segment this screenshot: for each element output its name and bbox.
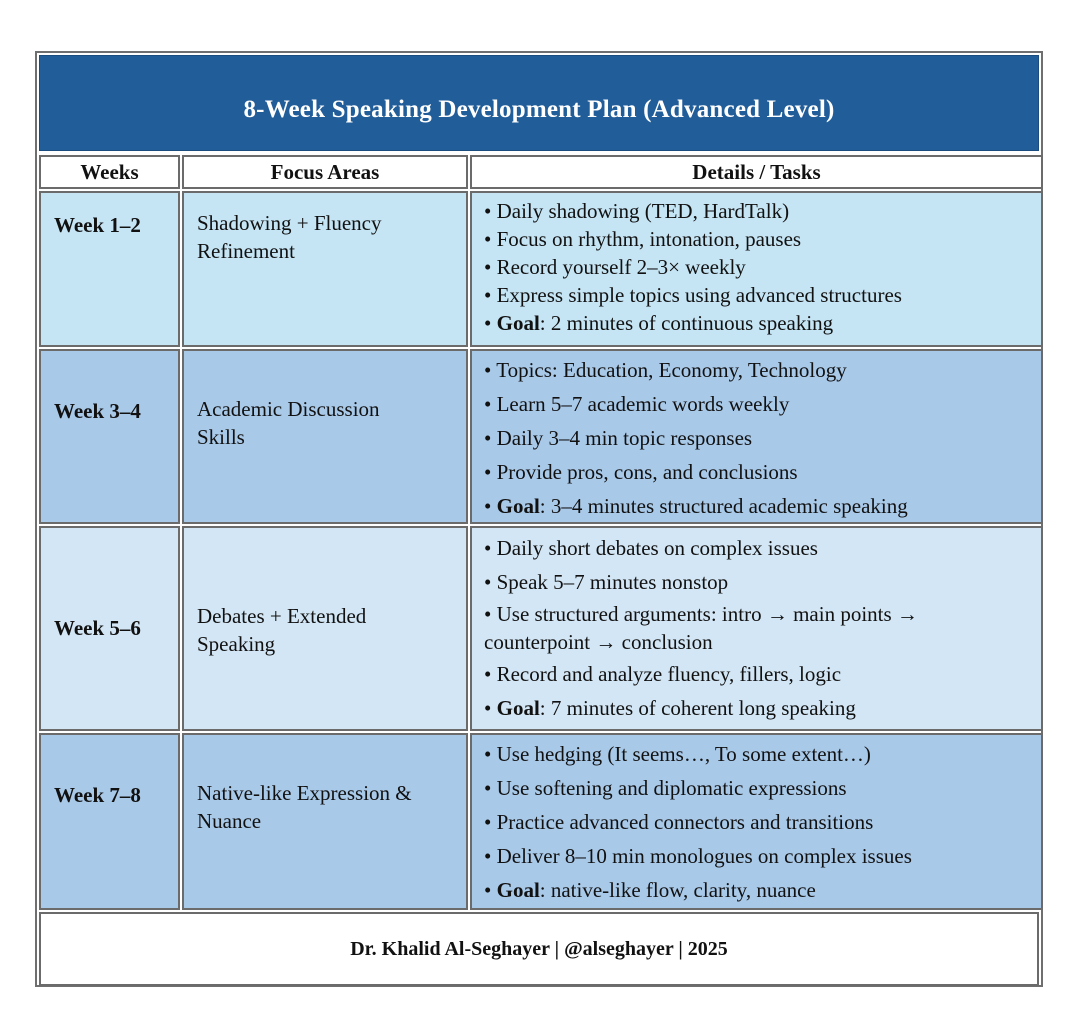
task-item: • Speak 5–7 minutes nonstop: [484, 570, 729, 594]
goal-item: • Goal: 2 minutes of continuous speaking: [484, 311, 834, 335]
footer-credit: [39, 912, 1039, 986]
focus-line: Shadowing + Fluency: [197, 211, 382, 235]
plan-table-frame: [35, 51, 1043, 987]
details-cell-2: [470, 349, 1043, 524]
task-list: [484, 197, 1041, 337]
week-label: Week 5–6: [54, 616, 141, 640]
task-item: • Express simple topics using advanced structures: [484, 283, 902, 307]
focus-line: Academic Discussion: [197, 397, 380, 421]
focus-line: Speaking: [197, 632, 276, 656]
task-list: [484, 737, 1041, 907]
task-item: • Use hedging (It seems…, To some extent…): [484, 742, 871, 766]
task-item: • Record yourself 2–3× weekly: [484, 255, 746, 279]
focus-line: Nuance: [197, 809, 262, 833]
task-item: • Daily 3–4 min topic responses: [484, 426, 753, 450]
task-item: • Topics: Education, Economy, Technology: [484, 358, 847, 382]
week-label: Week 3–4: [54, 399, 141, 423]
focus-line: Debates + Extended: [197, 604, 367, 628]
task-item: • Practice advanced connectors and transitions: [484, 810, 874, 834]
focus-cell-1: [182, 191, 468, 347]
week-cell-1: [39, 191, 180, 347]
focus-cell-4: [182, 733, 468, 910]
week-cell-3: [39, 526, 180, 731]
task-item: • Learn 5–7 academic words weekly: [484, 392, 790, 416]
title-bar: [39, 55, 1039, 151]
task-list: [484, 532, 1041, 724]
task-item: • Deliver 8–10 min monologues on complex issues: [484, 844, 912, 868]
header-weeks: Weeks: [39, 155, 180, 189]
focus-cell-2: [182, 349, 468, 524]
focus-cell-3: [182, 526, 468, 731]
header-details-tasks: Details / Tasks: [470, 155, 1043, 189]
task-item: • Focus on rhythm, intonation, pauses: [484, 227, 802, 251]
week-label: Week 1–2: [54, 213, 141, 237]
goal-item: • Goal: 3–4 minutes structured academic speaking: [484, 494, 908, 518]
task-item: • Use structured arguments: intro → main points → counterpoint → conclusion: [484, 602, 918, 654]
focus-line: Skills: [197, 425, 245, 449]
goal-item: • Goal: 7 minutes of coherent long speaking: [484, 696, 856, 720]
details-cell-3: [470, 526, 1043, 731]
task-item: • Use softening and diplomatic expressions: [484, 776, 847, 800]
header-focus-areas: Focus Areas: [182, 155, 468, 189]
footer-text: Dr. Khalid Al-Seghayer | @alseghayer | 2025: [350, 937, 728, 960]
task-item: • Record and analyze fluency, fillers, logic: [484, 662, 842, 686]
details-cell-4: [470, 733, 1043, 910]
focus-line: Refinement: [197, 239, 295, 263]
week-label: Week 7–8: [54, 783, 141, 807]
goal-item: • Goal: native-like flow, clarity, nuance: [484, 878, 816, 902]
task-item: • Provide pros, cons, and conclusions: [484, 460, 798, 484]
week-cell-4: [39, 733, 180, 910]
focus-line: Native-like Expression &: [197, 781, 412, 805]
task-list: [484, 353, 1041, 523]
task-item: • Daily shadowing (TED, HardTalk): [484, 199, 790, 223]
week-cell-2: [39, 349, 180, 524]
task-item: • Daily short debates on complex issues: [484, 536, 818, 560]
details-cell-1: [470, 191, 1043, 347]
page-title: 8-Week Speaking Development Plan (Advanced Level): [243, 96, 835, 123]
